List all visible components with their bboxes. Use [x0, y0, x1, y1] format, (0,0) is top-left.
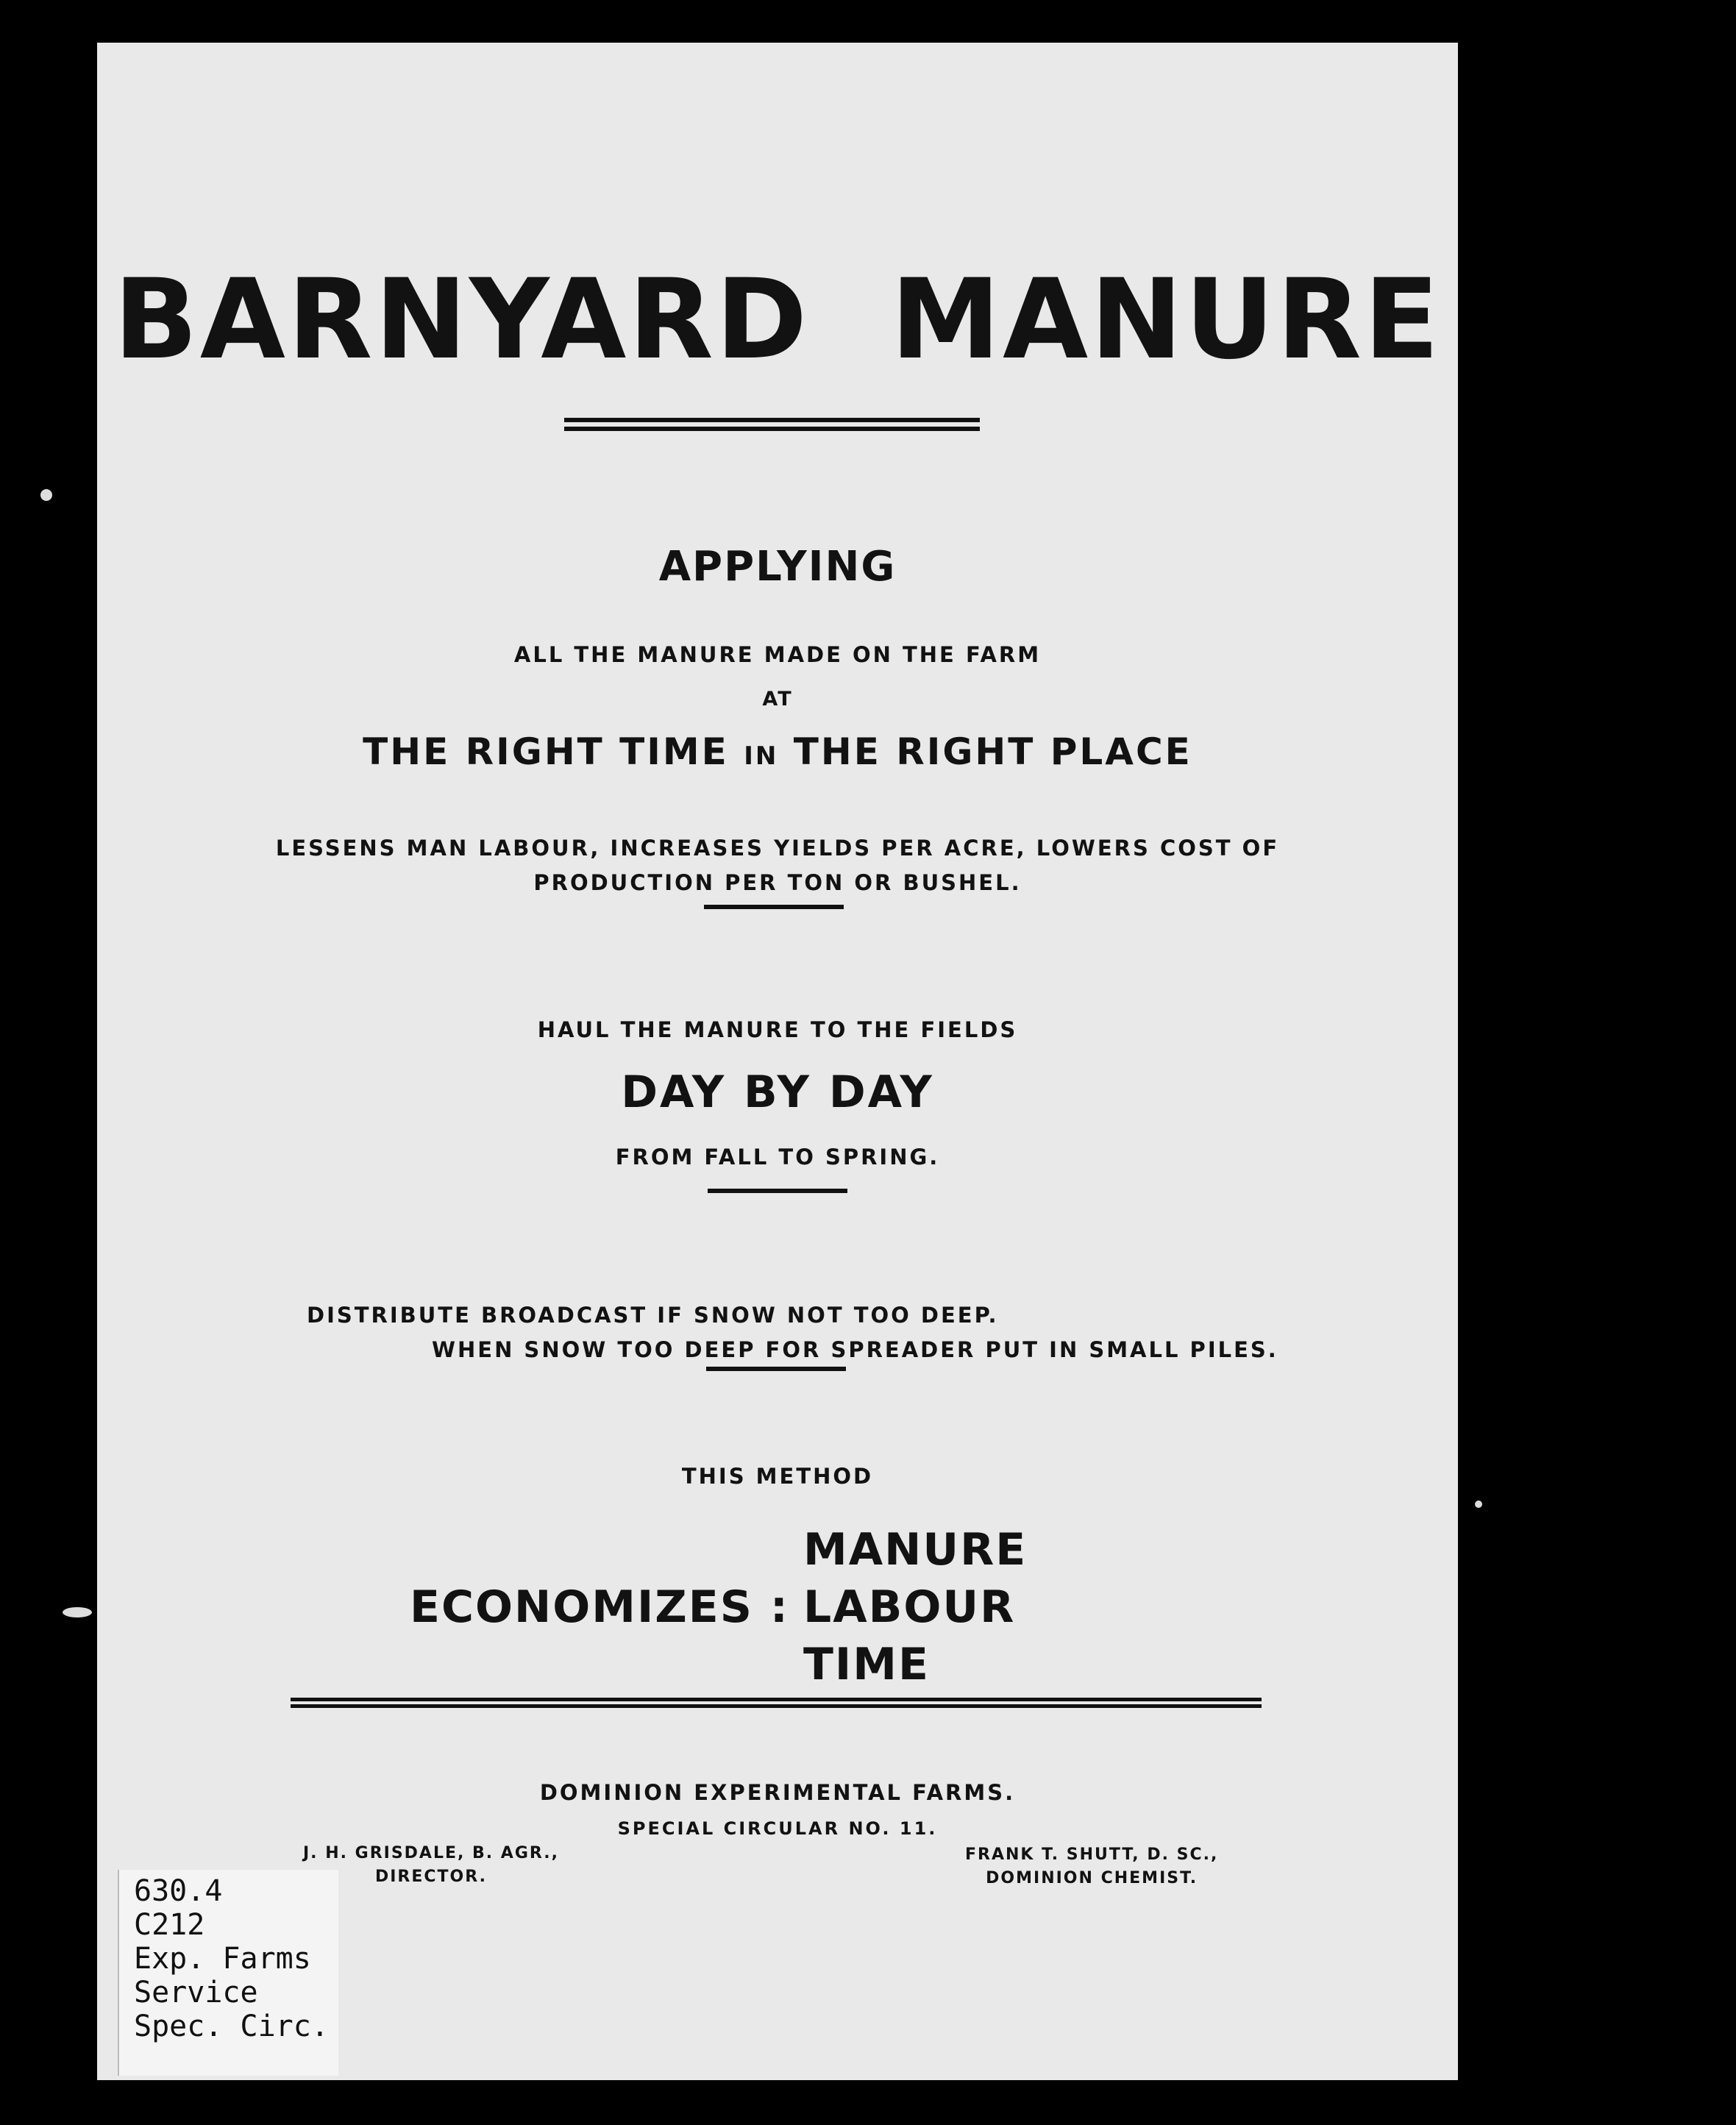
catalog-line-4: Service	[134, 1976, 258, 2010]
right-time-heading	[97, 730, 1458, 773]
catalog-line-1: 630.4	[134, 1874, 223, 1908]
footer-double-rule	[291, 1698, 1262, 1708]
scan-speck	[40, 489, 52, 501]
signatory-right-role: DOMINION CHEMIST.	[986, 1869, 1198, 1887]
economizes-item-labour: LABOUR	[803, 1581, 1016, 1633]
distribute-line-1: DISTRIBUTE BROADCAST IF SNOW NOT TOO DEEP.	[307, 1303, 999, 1328]
catalog-line-2: C212	[134, 1908, 205, 1942]
catalog-label	[118, 1870, 338, 2076]
dominion-farms-line: DOMINION EXPERIMENTAL FARMS.	[539, 1780, 1016, 1805]
circular-page	[97, 43, 1458, 2080]
scan-speck	[63, 1607, 92, 1617]
distribute-line-2: WHEN SNOW TOO DEEP FOR SPREADER PUT IN SMALL PILES.	[432, 1337, 1278, 1362]
haul-line: HAUL THE MANURE TO THE FIELDS	[537, 1017, 1018, 1042]
section-divider-3	[706, 1367, 846, 1371]
catalog-line-5: Spec. Circ.	[134, 2010, 329, 2043]
title-double-rule	[564, 418, 980, 431]
this-method-line: THIS METHOD	[681, 1464, 874, 1489]
signatory-right	[965, 1843, 1218, 1890]
economizes-item-manure: MANURE	[803, 1524, 1028, 1576]
lessens-line-2: PRODUCTION PER TON OR BUSHEL.	[533, 870, 1022, 895]
signatory-right-name: FRANK T. SHUTT, D. SC.,	[965, 1845, 1219, 1864]
catalog-line-3: Exp. Farms	[134, 1942, 311, 1976]
section-divider-1	[704, 905, 844, 909]
right-time-in: IN	[744, 741, 779, 771]
signatory-left-name: J. H. GRISDALE, B. AGR.,	[303, 1844, 559, 1862]
right-time-part-1: THE RIGHT TIME	[363, 730, 729, 773]
signatory-left-role: DIRECTOR.	[374, 1868, 487, 1886]
document-title	[97, 256, 1458, 384]
right-time-part-2: THE RIGHT PLACE	[793, 730, 1192, 773]
at-line: AT	[762, 688, 793, 711]
scan-speck	[1475, 1501, 1482, 1508]
special-circular-line: SPECIAL CIRCULAR NO. 11.	[617, 1818, 938, 1839]
section-divider-2	[708, 1189, 847, 1193]
signatory-left	[303, 1842, 559, 1889]
day-by-day-heading: DAY BY DAY	[621, 1067, 934, 1118]
economizes-label: ECONOMIZES :	[410, 1581, 789, 1633]
fall-spring-line: FROM FALL TO SPRING.	[615, 1145, 940, 1170]
lessens-line-1: LESSENS MAN LABOUR, INCREASES YIELDS PER ACRE, LOWERS COST OF	[275, 836, 1280, 861]
applying-heading: APPLYING	[658, 543, 897, 591]
all-manure-line: ALL THE MANURE MADE ON THE FARM	[513, 642, 1042, 667]
title-word-2: MANURE	[890, 256, 1442, 384]
economizes-list	[803, 1521, 1027, 1693]
economizes-item-time: TIME	[803, 1639, 930, 1690]
title-word-1: BARNYARD	[113, 256, 810, 384]
